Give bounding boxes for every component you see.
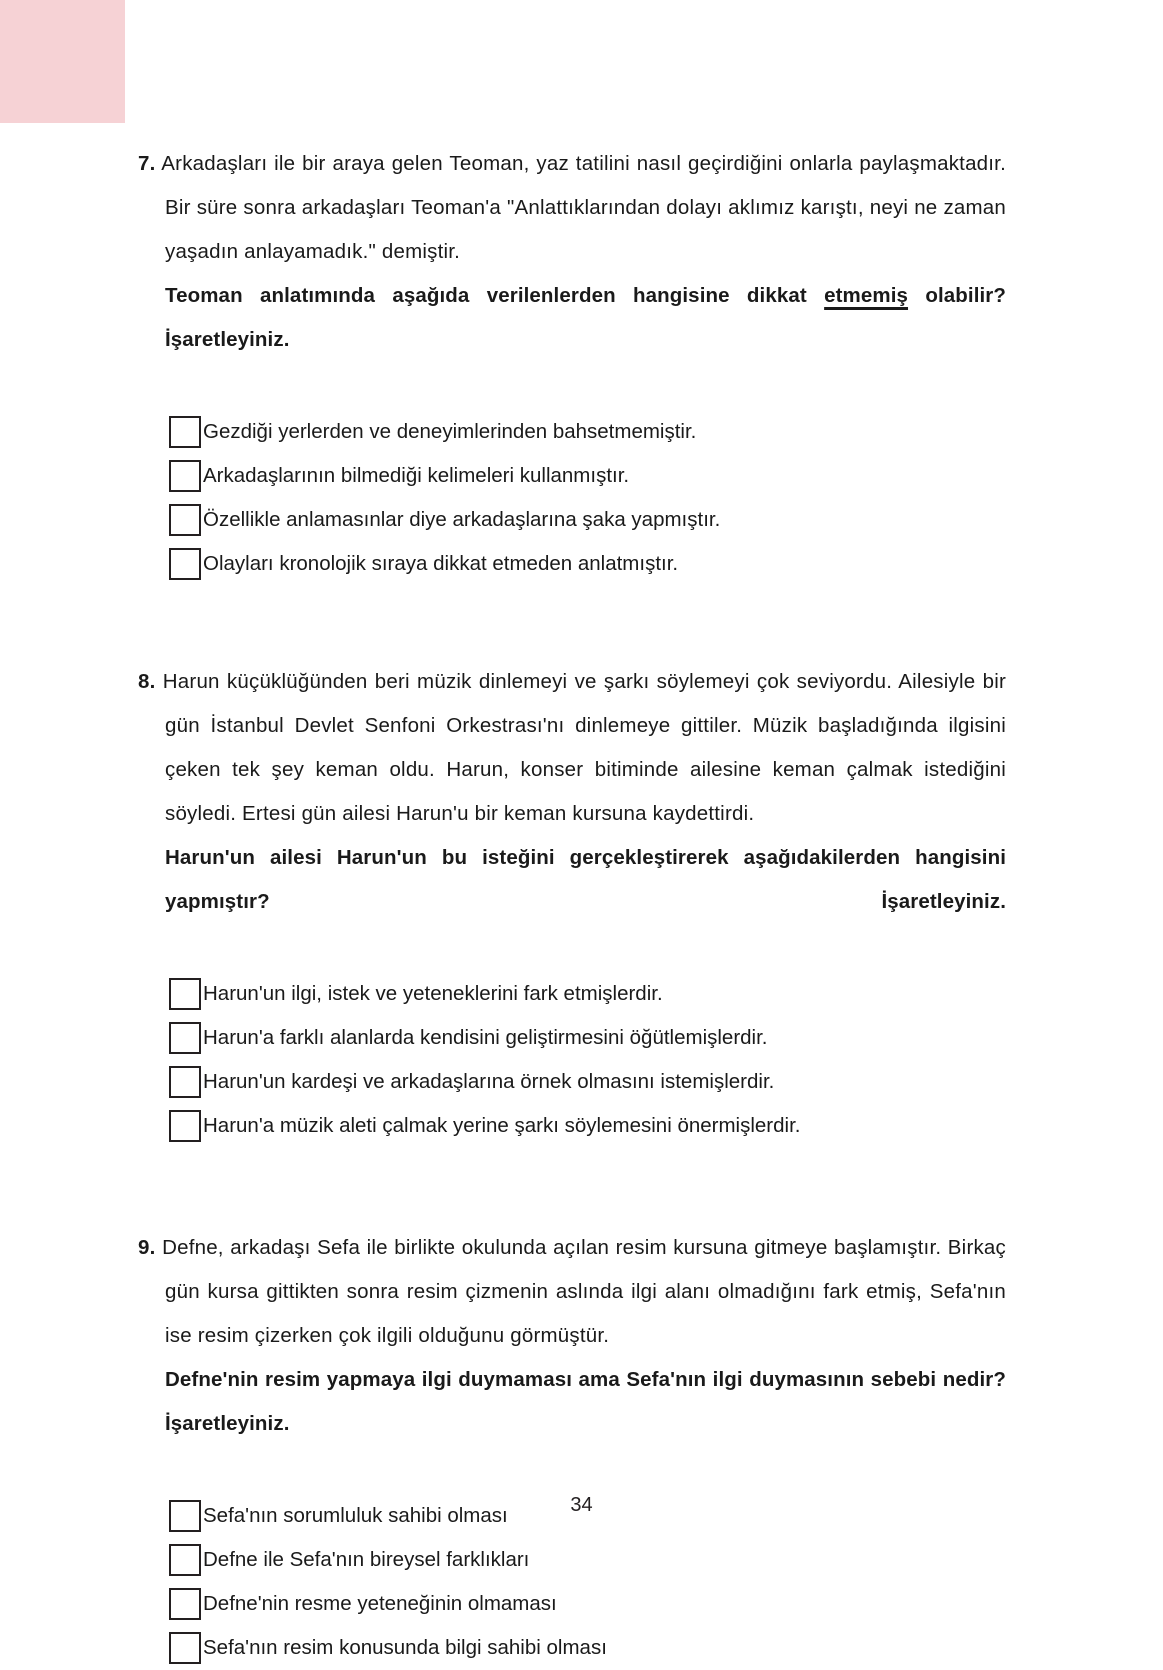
option-label: Harun'un ilgi, istek ve yeteneklerini fark etmişlerdir. bbox=[203, 982, 663, 1005]
question-8-intro bbox=[138, 660, 1006, 836]
question-9-prompt-before: Defne'nin resim yapmaya ilgi duymaması ama Sefa'nın ilgi duymasının sebebi nedir? İşaretleyiniz. bbox=[165, 1368, 1006, 1435]
question-8-prompt bbox=[138, 836, 1006, 968]
question-9 bbox=[138, 1226, 1006, 1670]
question-7-prompt bbox=[138, 274, 1006, 406]
checkbox-icon[interactable] bbox=[169, 1022, 201, 1054]
option-label: Defne'nin resme yeteneğinin olmaması bbox=[203, 1592, 557, 1615]
option-label: Harun'un kardeşi ve arkadaşlarına örnek olmasını istemişlerdir. bbox=[203, 1070, 775, 1093]
page-number-value: 34 bbox=[570, 1494, 593, 1516]
checkbox-icon[interactable] bbox=[169, 460, 201, 492]
question-8-number: 8. bbox=[138, 670, 156, 693]
section-spacer bbox=[138, 1148, 1006, 1226]
option-row[interactable] bbox=[169, 1016, 1006, 1060]
option-row[interactable] bbox=[169, 1060, 1006, 1104]
question-8-intro-text: Harun küçüklüğünden beri müzik dinlemeyi ve şarkı söylemeyi çok seviyordu. Ailesiyle bir gün İstanbul Devlet Senfoni Orkestrası'nı dinlemeye gittiler. Müzik başladığında ilgisini çeken tek şey keman oldu. Harun, konser bitiminde ailesine keman çalmak istediğini söyledi. Ertesi gün ailesi Harun'u bir keman kursuna kaydettirdi. bbox=[162, 670, 1007, 825]
question-7-intro-text: Arkadaşları ile bir araya gelen Teoman, yaz tatilini nasıl geçirdiğini onlarla paylaşmaktadır. Bir süre sonra arkadaşları Teoman'a "Anlattıklarından dolayı aklımız karıştı, neyi ne zaman yaşadın anlayamadık." demiştir. bbox=[161, 152, 1006, 263]
question-9-intro bbox=[138, 1226, 1006, 1358]
question-9-intro-text: Defne, arkadaşı Sefa ile birlikte okulunda açılan resim kursuna gitmeye başlamıştır. Birkaç gün kursa gittikten sonra resim çizmenin aslında ilgi alanı olmadığını fark etmiş, Sefa'nın ise resim çizerken çok ilgili olduğunu görmüştür. bbox=[162, 1236, 1006, 1347]
option-row[interactable] bbox=[169, 1582, 1006, 1626]
option-label: Olayları kronolojik sıraya dikkat etmeden anlatmıştır. bbox=[203, 552, 679, 575]
option-row[interactable] bbox=[169, 1538, 1006, 1582]
checkbox-icon[interactable] bbox=[169, 1544, 201, 1576]
question-9-number: 9. bbox=[138, 1236, 156, 1259]
question-9-prompt bbox=[138, 1358, 1006, 1490]
checkbox-icon[interactable] bbox=[169, 548, 201, 580]
question-7-prompt-before: Teoman anlatımında aşağıda verilenlerden hangisine dikkat bbox=[165, 284, 825, 307]
option-row[interactable] bbox=[169, 498, 1006, 542]
question-7-number: 7. bbox=[138, 152, 156, 175]
question-7-prompt-emphasis: etmemiş bbox=[824, 284, 909, 307]
question-7-prompt-after: olabilir? İşaretleyiniz. bbox=[165, 284, 1006, 351]
option-row[interactable] bbox=[169, 454, 1006, 498]
option-row[interactable] bbox=[169, 972, 1006, 1016]
checkbox-icon[interactable] bbox=[169, 1632, 201, 1664]
question-7-intro bbox=[138, 142, 1006, 274]
option-row[interactable] bbox=[169, 410, 1006, 454]
option-label: Arkadaşlarının bilmediği kelimeleri kullanmıştır. bbox=[203, 464, 630, 487]
option-label: Sefa'nın resim konusunda bilgi sahibi olması bbox=[203, 1636, 607, 1659]
question-8 bbox=[138, 660, 1006, 1148]
checkbox-icon[interactable] bbox=[169, 1588, 201, 1620]
question-8-prompt-before: Harun'un ailesi Harun'un bu isteğini gerçekleştirerek aşağıdakilerden hangisini yapmıştır? İşaretleyiniz. bbox=[165, 846, 1006, 913]
checkbox-icon[interactable] bbox=[169, 1066, 201, 1098]
option-label: Defne ile Sefa'nın bireysel farklıkları bbox=[203, 1548, 530, 1571]
question-8-options bbox=[138, 972, 1006, 1148]
checkbox-icon[interactable] bbox=[169, 978, 201, 1010]
option-row[interactable] bbox=[169, 1104, 1006, 1148]
option-label: Harun'a farklı alanlarda kendisini geliştirmesini öğütlemişlerdir. bbox=[203, 1026, 768, 1049]
option-row[interactable] bbox=[169, 542, 1006, 586]
option-label: Gezdiği yerlerden ve deneyimlerinden bahsetmemiştir. bbox=[203, 420, 697, 443]
checkbox-icon[interactable] bbox=[169, 1110, 201, 1142]
checkbox-icon[interactable] bbox=[169, 504, 201, 536]
question-9-options bbox=[138, 1494, 1006, 1670]
option-row[interactable] bbox=[169, 1626, 1006, 1670]
option-label: Özellikle anlamasınlar diye arkadaşlarına şaka yapmıştır. bbox=[203, 508, 721, 531]
question-7-options bbox=[138, 410, 1006, 586]
decorative-corner-block bbox=[0, 0, 125, 123]
checkbox-icon[interactable] bbox=[169, 416, 201, 448]
question-7 bbox=[138, 142, 1006, 586]
section-spacer bbox=[138, 586, 1006, 660]
option-label: Harun'a müzik aleti çalmak yerine şarkı söylemesini önermişlerdir. bbox=[203, 1114, 801, 1137]
page-number bbox=[0, 1494, 1163, 1517]
option-label: Sefa'nın sorumluluk sahibi olması bbox=[203, 1504, 508, 1527]
worksheet-page bbox=[138, 0, 1007, 1659]
